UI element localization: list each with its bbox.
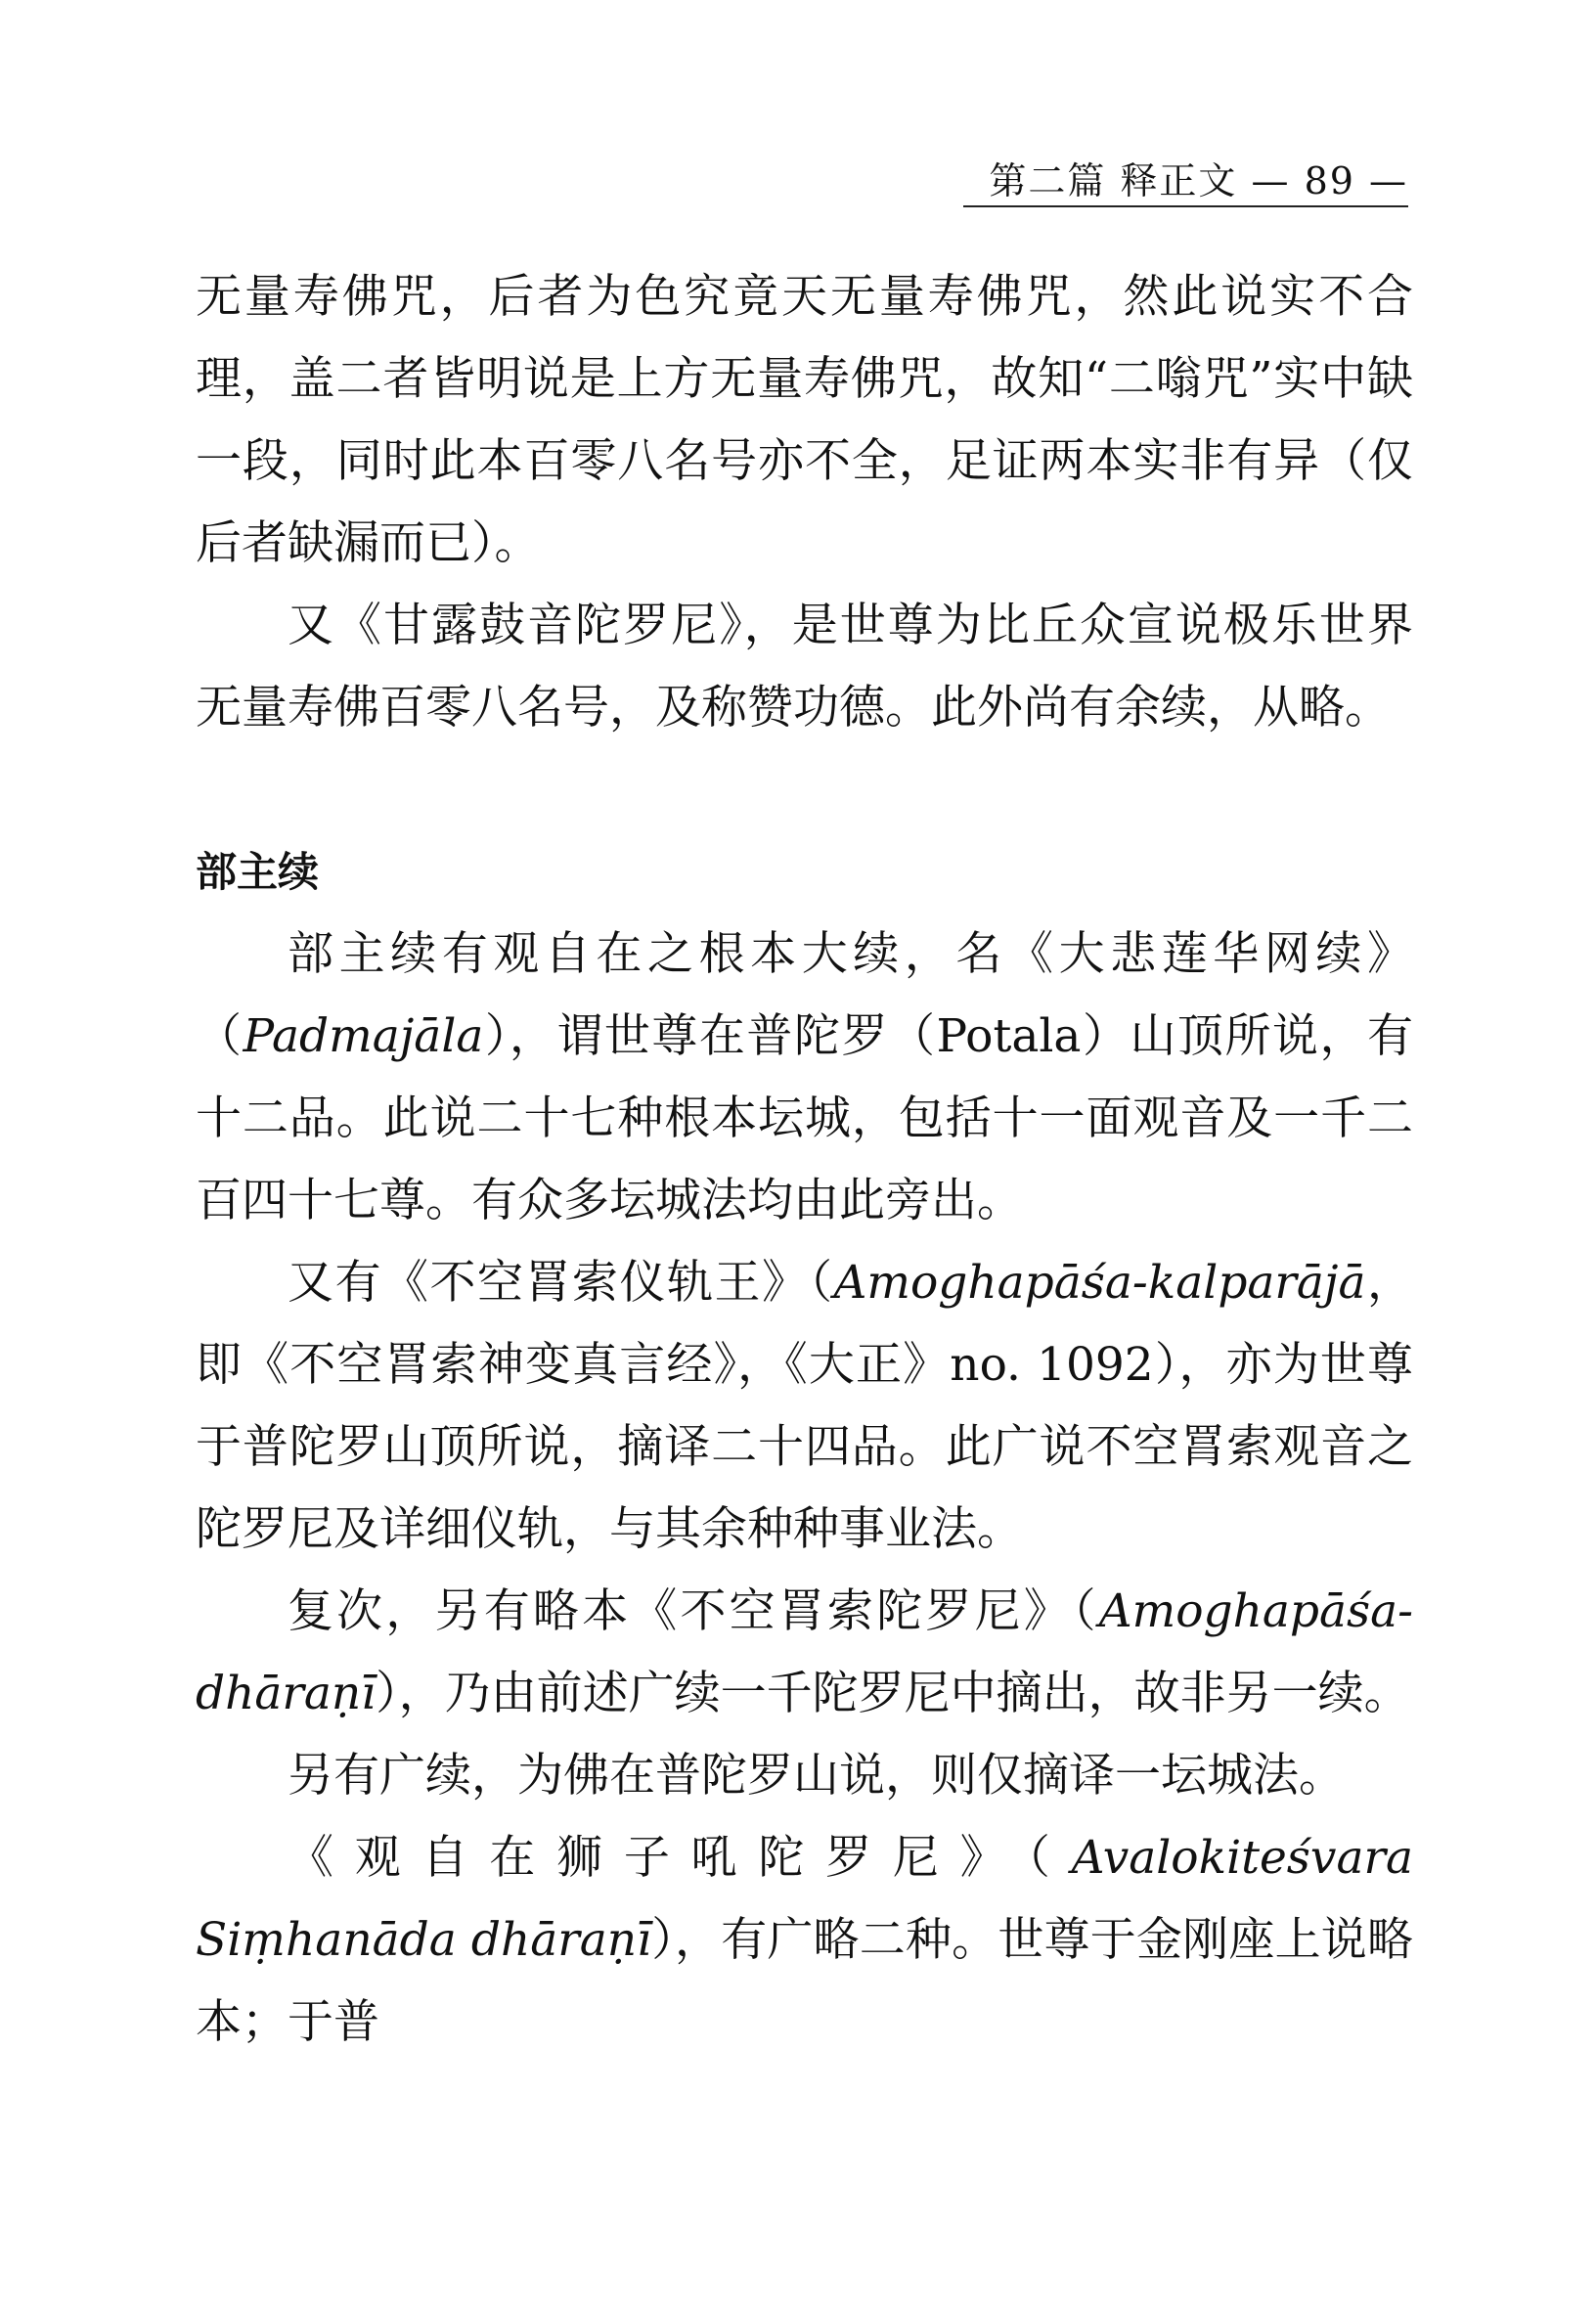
paragraph-5 <box>196 1571 1413 1735</box>
header-rule <box>963 205 1408 207</box>
paragraph-5-text-b: ），乃由前述广续一千陀罗尼中摘出，故非另一续。 <box>376 1667 1410 1720</box>
body-text <box>196 256 1413 2064</box>
section-gap <box>196 749 1413 831</box>
paragraph-3-text-a: 部主续有观自在之根本大续，名《大悲莲华网续》（ <box>196 927 1413 1063</box>
sanskrit-title-amoghapasa-kalparaja: Amoghapāśa-kalparājā <box>833 1256 1366 1310</box>
paragraph-3 <box>196 913 1413 1242</box>
paragraph-7 <box>196 1817 1413 2064</box>
paragraph-1: 无量寿佛咒，后者为色究竟天无量寿佛咒，然此说实不合理，盖二者皆明说是上方无量寿佛咒，故知“二嗡咒”实中缺一段，同时此本百零八名号亦不全，足证两本实非有异（仅后者缺漏而已）。 <box>196 270 1413 570</box>
sanskrit-title-amoghapasa-dharani: Amoghapāśa-dhāraṇī <box>196 1584 1413 1720</box>
paragraph-5-text-a: 复次，另有略本《不空罥索陀罗尼》（ <box>288 1584 1099 1638</box>
paragraph-7-text-a: 《观自在狮子吼陀罗尼》（ <box>288 1831 1072 1885</box>
running-header: 第二篇 释正文 — 89 — <box>989 159 1408 202</box>
paragraph-4-text-a: 又有《不空罥索仪轨王》（ <box>288 1256 834 1310</box>
paragraph-2: 又《甘露鼓音陀罗尼》，是世尊为比丘众宣说极乐世界无量寿佛百零八名号，及称赞功德。此外尚有余续，从略。 <box>196 599 1413 735</box>
paragraph-6: 另有广续，为佛在普陀罗山说，则仅摘译一坛城法。 <box>288 1749 1345 1803</box>
paragraph-4 <box>196 1242 1413 1571</box>
section-heading: 部主续 <box>196 848 320 896</box>
sanskrit-title-simhanada-dharani: Avalokiteśvara Siṃhanāda dhāraṇī <box>196 1831 1413 1967</box>
sanskrit-title-padmajala: Padmajāla <box>243 1009 484 1063</box>
paragraph-4-text-b: ，即《不空罥索神变真言经》，《大正》no. 1092），亦为世尊于普陀罗山顶所说，摘译二十四品。此广说不空罥索观音之陀罗尼及详细仪轨，与其余种种事业法。 <box>196 1256 1414 1556</box>
paragraph-7-text-b: ），有广略二种。世尊于金刚座上说略本；于普 <box>196 1913 1413 2049</box>
paragraph-3-text-b: ），谓世尊在普陀罗（Potala）山顶所说，有十二品。此说二十七种根本坛城，包括十一面观音及一千二百四十七尊。有众多坛城法均由此旁出。 <box>196 1009 1413 1227</box>
